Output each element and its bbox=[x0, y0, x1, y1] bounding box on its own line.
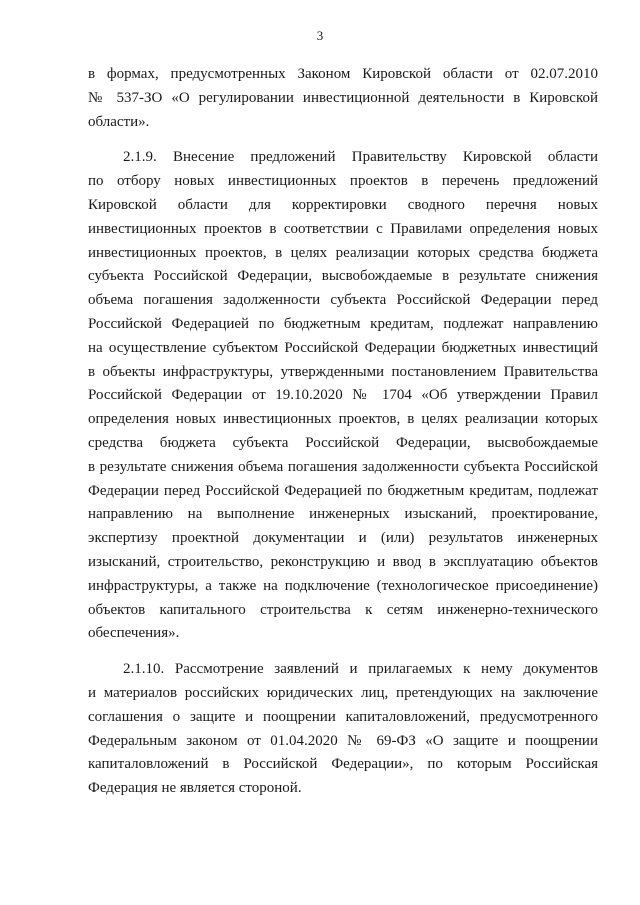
text-line: объектов капитального строительства к сетям инженерно-технического bbox=[88, 601, 598, 618]
document-body bbox=[88, 63, 598, 801]
text-line: в формах, предусмотренных Законом Кировской области от 02.07.2010 bbox=[88, 66, 598, 82]
text-line: в объекты инфраструктуры, утвержденными постановлением Правительства bbox=[88, 363, 598, 380]
text-line: по отбору новых инвестиционных проектов в перечень предложений bbox=[88, 173, 598, 190]
text-line: и материалов российских юридических лиц, претендующих на заключение bbox=[88, 684, 598, 701]
text-line: Российской Федерацией по бюджетным кредитам, подлежат направлению bbox=[88, 315, 598, 332]
text-line: в результате снижения объема погашения задолженности субъекта Российской bbox=[88, 458, 598, 475]
text-line: капиталовложений в Российской Федерации», по которым Российская bbox=[88, 756, 598, 773]
text-line: на осуществление субъектом Российской Федерации бюджетных инвестиций bbox=[88, 339, 598, 356]
text-line: субъекта Российской Федерации, высвобождаемые в результате снижения bbox=[88, 268, 598, 285]
text-line: Федерация не является стороной. bbox=[88, 780, 302, 797]
text-line: 2.1.9. Внесение предложений Правительству Кировской области bbox=[123, 149, 598, 166]
text-line: Кировской области для корректировки сводного перечня новых bbox=[88, 196, 598, 213]
text-line: инвестиционных проектов, в целях реализации которых средства бюджета bbox=[88, 244, 598, 261]
text-line: средства бюджета субъекта Российской Федерации, высвобождаемые bbox=[88, 434, 598, 451]
text-line: 2.1.10. Рассмотрение заявлений и прилагаемых к нему документов bbox=[123, 661, 598, 678]
page-number: 3 bbox=[316, 28, 324, 43]
text-line: области». bbox=[88, 113, 150, 130]
text-line: Российской Федерации от 19.10.2020 № 1704 «Об утверждении Правил bbox=[88, 387, 598, 404]
text-line: Федерации перед Российской Федерацией по бюджетным кредитам, подлежат bbox=[88, 482, 598, 499]
text-line: № 537-ЗО «О регулировании инвестиционной деятельности в Кировской bbox=[88, 89, 598, 106]
text-line: обеспечения». bbox=[88, 625, 180, 642]
text-line: направлению на выполнение инженерных изысканий, проектирование, bbox=[88, 506, 598, 523]
paragraph-item-2-1-9 bbox=[88, 146, 598, 646]
text-line: Федеральным законом от 01.04.2020 № 69-ФЗ «О защите и поощрении bbox=[88, 732, 598, 749]
paragraph-item-2-1-10 bbox=[88, 658, 598, 801]
text-line: экспертизу проектной документации и (или) результатов инженерных bbox=[88, 530, 598, 547]
text-line: объема погашения задолженности субъекта Российской Федерации перед bbox=[88, 292, 598, 309]
text-line: определения новых инвестиционных проектов, в целях реализации которых bbox=[88, 411, 598, 428]
text-line: инвестиционных проектов в соответствии с Правилами определения новых bbox=[88, 220, 598, 237]
text-line: соглашения о защите и поощрении капиталовложений, предусмотренного bbox=[88, 708, 598, 725]
text-line: инфраструктуры, а также на подключение (технологическое присоединение) bbox=[88, 577, 598, 594]
text-line: изысканий, строительство, реконструкцию и ввод в эксплуатацию объектов bbox=[88, 553, 598, 570]
paragraph-continuation bbox=[88, 63, 598, 134]
